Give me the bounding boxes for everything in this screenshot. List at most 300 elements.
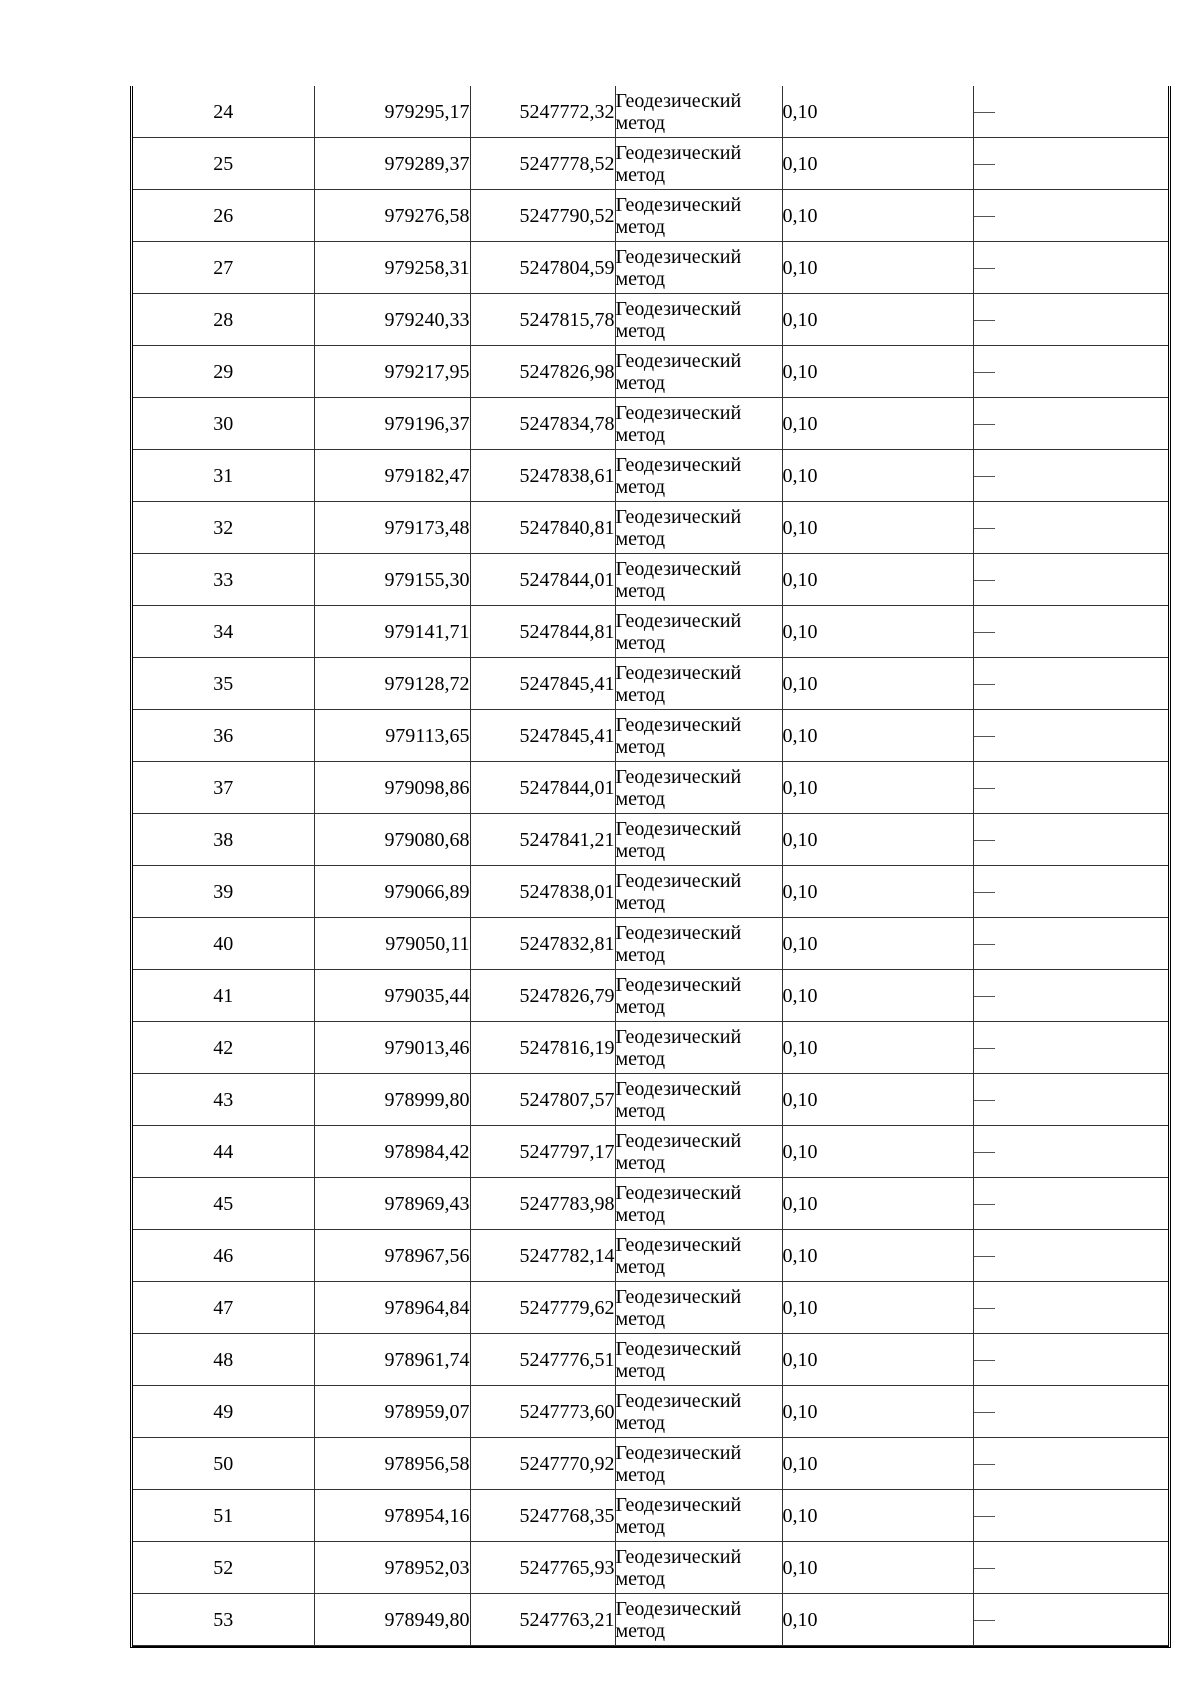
dash-mark [974, 320, 995, 321]
x-coordinate-cell: 978954,16 [314, 1490, 470, 1542]
y-coordinate-cell: 5247776,51 [470, 1334, 615, 1386]
x-coordinate-cell: 979240,33 [314, 294, 470, 346]
method-text-line2: метод [615, 1463, 666, 1486]
method-cell [615, 1126, 782, 1178]
x-coordinate-cell: 978967,56 [314, 1230, 470, 1282]
dash-mark [974, 892, 995, 893]
table-row [133, 398, 1168, 450]
y-coordinate-cell: 5247840,81 [470, 502, 615, 554]
method-text-line1: Геодезический [615, 193, 742, 216]
method-cell [615, 918, 782, 970]
method-text-line2: метод [615, 215, 666, 238]
y-coordinate-cell: 5247778,52 [470, 138, 615, 190]
method-text-line2: метод [615, 371, 666, 394]
method-text-line1: Геодезический [615, 713, 742, 736]
accuracy-cell: 0,10 [782, 1126, 973, 1178]
method-text-line2: метод [615, 579, 666, 602]
accuracy-cell: 0,10 [782, 710, 973, 762]
x-coordinate-cell: 979196,37 [314, 398, 470, 450]
note-cell [973, 606, 1168, 658]
method-cell [615, 346, 782, 398]
table-row [133, 294, 1168, 346]
note-cell [973, 138, 1168, 190]
accuracy-cell: 0,10 [782, 1178, 973, 1230]
dash-mark [974, 1048, 995, 1049]
method-text-line2: метод [615, 891, 666, 914]
x-coordinate-cell: 978959,07 [314, 1386, 470, 1438]
note-cell [973, 86, 1168, 138]
method-text-line1: Геодезический [615, 1233, 742, 1256]
method-text-line2: метод [615, 475, 666, 498]
note-cell [973, 658, 1168, 710]
accuracy-cell: 0,10 [782, 1022, 973, 1074]
method-text-line1: Геодезический [615, 141, 742, 164]
method-cell [615, 606, 782, 658]
method-text-line1: Геодезический [615, 453, 742, 476]
method-text-line2: метод [615, 1151, 666, 1174]
point-number-cell: 51 [133, 1490, 314, 1542]
y-coordinate-cell: 5247844,81 [470, 606, 615, 658]
table-row [133, 866, 1168, 918]
point-number-cell: 44 [133, 1126, 314, 1178]
method-cell [615, 1282, 782, 1334]
y-coordinate-cell: 5247844,01 [470, 554, 615, 606]
point-number-cell: 50 [133, 1438, 314, 1490]
method-text-line1: Геодезический [615, 1025, 742, 1048]
dash-mark [974, 1620, 995, 1621]
y-coordinate-cell: 5247765,93 [470, 1542, 615, 1594]
method-text-line1: Геодезический [615, 349, 742, 372]
method-text-line1: Геодезический [615, 1389, 742, 1412]
note-cell [973, 554, 1168, 606]
point-number-cell: 49 [133, 1386, 314, 1438]
y-coordinate-cell: 5247826,79 [470, 970, 615, 1022]
method-cell [615, 762, 782, 814]
table-row [133, 710, 1168, 762]
dash-mark [974, 268, 995, 269]
x-coordinate-cell: 979155,30 [314, 554, 470, 606]
method-text-line2: метод [615, 527, 666, 550]
y-coordinate-cell: 5247845,41 [470, 658, 615, 710]
method-text-line2: метод [615, 787, 666, 810]
x-coordinate-cell: 978949,80 [314, 1594, 470, 1646]
dash-mark [974, 1256, 995, 1257]
method-text-line2: метод [615, 1359, 666, 1382]
note-cell [973, 1230, 1168, 1282]
dash-mark [974, 216, 995, 217]
accuracy-cell: 0,10 [782, 866, 973, 918]
method-cell [615, 1386, 782, 1438]
x-coordinate-cell: 978956,58 [314, 1438, 470, 1490]
coordinates-table-frame [130, 86, 1171, 1648]
method-cell [615, 86, 782, 138]
note-cell [973, 710, 1168, 762]
method-cell [615, 138, 782, 190]
dash-mark [974, 1516, 995, 1517]
method-text-line1: Геодезический [615, 921, 742, 944]
x-coordinate-cell: 979013,46 [314, 1022, 470, 1074]
accuracy-cell: 0,10 [782, 398, 973, 450]
method-text-line1: Геодезический [615, 89, 742, 112]
x-coordinate-cell: 979113,65 [314, 710, 470, 762]
note-cell [973, 918, 1168, 970]
accuracy-cell: 0,10 [782, 814, 973, 866]
accuracy-cell: 0,10 [782, 606, 973, 658]
y-coordinate-cell: 5247826,98 [470, 346, 615, 398]
y-coordinate-cell: 5247770,92 [470, 1438, 615, 1490]
table-row [133, 814, 1168, 866]
note-cell [973, 1126, 1168, 1178]
method-cell [615, 1178, 782, 1230]
accuracy-cell: 0,10 [782, 1490, 973, 1542]
point-number-cell: 33 [133, 554, 314, 606]
table-row [133, 918, 1168, 970]
note-cell [973, 1490, 1168, 1542]
y-coordinate-cell: 5247790,52 [470, 190, 615, 242]
accuracy-cell: 0,10 [782, 1386, 973, 1438]
accuracy-cell: 0,10 [782, 554, 973, 606]
point-number-cell: 24 [133, 86, 314, 138]
x-coordinate-cell: 978952,03 [314, 1542, 470, 1594]
x-coordinate-cell: 979289,37 [314, 138, 470, 190]
table-row [133, 1126, 1168, 1178]
method-text-line2: метод [615, 839, 666, 862]
method-text-line2: метод [615, 683, 666, 706]
method-text-line2: метод [615, 163, 666, 186]
coordinates-table [133, 86, 1168, 1646]
point-number-cell: 42 [133, 1022, 314, 1074]
dash-mark [974, 632, 995, 633]
accuracy-cell: 0,10 [782, 1282, 973, 1334]
note-cell [973, 398, 1168, 450]
table-row [133, 658, 1168, 710]
point-number-cell: 29 [133, 346, 314, 398]
method-text-line2: метод [615, 1307, 666, 1330]
y-coordinate-cell: 5247838,01 [470, 866, 615, 918]
method-cell [615, 1542, 782, 1594]
note-cell [973, 1594, 1168, 1646]
method-cell [615, 398, 782, 450]
method-text-line2: метод [615, 1099, 666, 1122]
x-coordinate-cell: 979098,86 [314, 762, 470, 814]
method-text-line2: метод [615, 735, 666, 758]
table-row [133, 1386, 1168, 1438]
note-cell [973, 1386, 1168, 1438]
table-row [133, 1490, 1168, 1542]
dash-mark [974, 684, 995, 685]
table-row [133, 606, 1168, 658]
note-cell [973, 1282, 1168, 1334]
table-row [133, 762, 1168, 814]
method-text-line1: Геодезический [615, 817, 742, 840]
table-row [133, 346, 1168, 398]
coordinates-table-body [133, 86, 1168, 1646]
point-number-cell: 45 [133, 1178, 314, 1230]
point-number-cell: 35 [133, 658, 314, 710]
x-coordinate-cell: 978964,84 [314, 1282, 470, 1334]
accuracy-cell: 0,10 [782, 762, 973, 814]
method-cell [615, 814, 782, 866]
method-text-line2: метод [615, 1203, 666, 1226]
accuracy-cell: 0,10 [782, 294, 973, 346]
method-text-line1: Геодезический [615, 973, 742, 996]
dash-mark [974, 788, 995, 789]
table-row [133, 138, 1168, 190]
method-text-line2: метод [615, 1411, 666, 1434]
point-number-cell: 30 [133, 398, 314, 450]
accuracy-cell: 0,10 [782, 970, 973, 1022]
point-number-cell: 46 [133, 1230, 314, 1282]
point-number-cell: 41 [133, 970, 314, 1022]
method-cell [615, 1230, 782, 1282]
accuracy-cell: 0,10 [782, 190, 973, 242]
dash-mark [974, 1308, 995, 1309]
dash-mark [974, 736, 995, 737]
method-text-line2: метод [615, 943, 666, 966]
dash-mark [974, 1568, 995, 1569]
y-coordinate-cell: 5247807,57 [470, 1074, 615, 1126]
x-coordinate-cell: 978961,74 [314, 1334, 470, 1386]
accuracy-cell: 0,10 [782, 1438, 973, 1490]
x-coordinate-cell: 979173,48 [314, 502, 470, 554]
point-number-cell: 38 [133, 814, 314, 866]
method-cell [615, 1490, 782, 1542]
note-cell [973, 294, 1168, 346]
method-text-line2: метод [615, 1047, 666, 1070]
dash-mark [974, 1204, 995, 1205]
point-number-cell: 28 [133, 294, 314, 346]
dash-mark [974, 528, 995, 529]
table-row [133, 502, 1168, 554]
point-number-cell: 40 [133, 918, 314, 970]
method-text-line1: Геодезический [615, 765, 742, 788]
table-row [133, 1074, 1168, 1126]
accuracy-cell: 0,10 [782, 1594, 973, 1646]
method-cell [615, 866, 782, 918]
table-row [133, 1178, 1168, 1230]
y-coordinate-cell: 5247763,21 [470, 1594, 615, 1646]
table-row [133, 554, 1168, 606]
accuracy-cell: 0,10 [782, 346, 973, 398]
x-coordinate-cell: 979276,58 [314, 190, 470, 242]
accuracy-cell: 0,10 [782, 138, 973, 190]
point-number-cell: 27 [133, 242, 314, 294]
point-number-cell: 25 [133, 138, 314, 190]
dash-mark [974, 112, 995, 113]
point-number-cell: 34 [133, 606, 314, 658]
point-number-cell: 52 [133, 1542, 314, 1594]
note-cell [973, 502, 1168, 554]
note-cell [973, 190, 1168, 242]
table-row [133, 1438, 1168, 1490]
x-coordinate-cell: 979295,17 [314, 86, 470, 138]
accuracy-cell: 0,10 [782, 918, 973, 970]
dash-mark [974, 372, 995, 373]
dash-mark [974, 164, 995, 165]
note-cell [973, 450, 1168, 502]
point-number-cell: 48 [133, 1334, 314, 1386]
point-number-cell: 43 [133, 1074, 314, 1126]
method-text-line1: Геодезический [615, 1129, 742, 1152]
point-number-cell: 32 [133, 502, 314, 554]
note-cell [973, 1178, 1168, 1230]
y-coordinate-cell: 5247768,35 [470, 1490, 615, 1542]
x-coordinate-cell: 978999,80 [314, 1074, 470, 1126]
x-coordinate-cell: 979080,68 [314, 814, 470, 866]
method-cell [615, 502, 782, 554]
x-coordinate-cell: 979128,72 [314, 658, 470, 710]
method-text-line1: Геодезический [615, 401, 742, 424]
note-cell [973, 346, 1168, 398]
dash-mark [974, 424, 995, 425]
dash-mark [974, 1152, 995, 1153]
point-number-cell: 36 [133, 710, 314, 762]
dash-mark [974, 1412, 995, 1413]
method-cell [615, 1022, 782, 1074]
table-row [133, 1594, 1168, 1646]
method-cell [615, 450, 782, 502]
note-cell [973, 866, 1168, 918]
method-text-line1: Геодезический [615, 1493, 742, 1516]
note-cell [973, 1334, 1168, 1386]
y-coordinate-cell: 5247773,60 [470, 1386, 615, 1438]
note-cell [973, 970, 1168, 1022]
point-number-cell: 39 [133, 866, 314, 918]
table-row [133, 1542, 1168, 1594]
method-text-line1: Геодезический [615, 1337, 742, 1360]
table-row [133, 970, 1168, 1022]
dash-mark [974, 840, 995, 841]
y-coordinate-cell: 5247804,59 [470, 242, 615, 294]
method-cell [615, 1074, 782, 1126]
dash-mark [974, 996, 995, 997]
method-text-line1: Геодезический [615, 1441, 742, 1464]
x-coordinate-cell: 979182,47 [314, 450, 470, 502]
dash-mark [974, 476, 995, 477]
point-number-cell: 53 [133, 1594, 314, 1646]
method-text-line1: Геодезический [615, 297, 742, 320]
y-coordinate-cell: 5247838,61 [470, 450, 615, 502]
accuracy-cell: 0,10 [782, 1334, 973, 1386]
method-text-line2: метод [615, 1255, 666, 1278]
note-cell [973, 1074, 1168, 1126]
y-coordinate-cell: 5247844,01 [470, 762, 615, 814]
note-cell [973, 762, 1168, 814]
method-text-line2: метод [615, 267, 666, 290]
x-coordinate-cell: 979141,71 [314, 606, 470, 658]
x-coordinate-cell: 979035,44 [314, 970, 470, 1022]
y-coordinate-cell: 5247782,14 [470, 1230, 615, 1282]
method-text-line1: Геодезический [615, 661, 742, 684]
x-coordinate-cell: 978969,43 [314, 1178, 470, 1230]
y-coordinate-cell: 5247783,98 [470, 1178, 615, 1230]
note-cell [973, 814, 1168, 866]
x-coordinate-cell: 979050,11 [314, 918, 470, 970]
table-row [133, 86, 1168, 138]
method-text-line1: Геодезический [615, 557, 742, 580]
table-row [133, 1334, 1168, 1386]
point-number-cell: 31 [133, 450, 314, 502]
accuracy-cell: 0,10 [782, 242, 973, 294]
accuracy-cell: 0,10 [782, 450, 973, 502]
x-coordinate-cell: 979066,89 [314, 866, 470, 918]
dash-mark [974, 580, 995, 581]
table-row [133, 190, 1168, 242]
method-cell [615, 1438, 782, 1490]
y-coordinate-cell: 5247779,62 [470, 1282, 615, 1334]
dash-mark [974, 1100, 995, 1101]
method-cell [615, 1334, 782, 1386]
method-text-line2: метод [615, 631, 666, 654]
method-text-line2: метод [615, 1619, 666, 1642]
dash-mark [974, 944, 995, 945]
method-text-line1: Геодезический [615, 1077, 742, 1100]
method-text-line1: Геодезический [615, 1597, 742, 1620]
table-row [133, 1230, 1168, 1282]
dash-mark [974, 1360, 995, 1361]
accuracy-cell: 0,10 [782, 1542, 973, 1594]
table-row [133, 242, 1168, 294]
y-coordinate-cell: 5247816,19 [470, 1022, 615, 1074]
table-row [133, 1022, 1168, 1074]
method-cell [615, 242, 782, 294]
y-coordinate-cell: 5247841,21 [470, 814, 615, 866]
method-text-line1: Геодезический [615, 505, 742, 528]
method-cell [615, 970, 782, 1022]
method-cell [615, 554, 782, 606]
method-text-line2: метод [615, 995, 666, 1018]
dash-mark [974, 1464, 995, 1465]
note-cell [973, 1542, 1168, 1594]
method-text-line2: метод [615, 1567, 666, 1590]
point-number-cell: 26 [133, 190, 314, 242]
table-row [133, 1282, 1168, 1334]
method-text-line1: Геодезический [615, 609, 742, 632]
y-coordinate-cell: 5247772,32 [470, 86, 615, 138]
x-coordinate-cell: 978984,42 [314, 1126, 470, 1178]
point-number-cell: 37 [133, 762, 314, 814]
point-number-cell: 47 [133, 1282, 314, 1334]
method-text-line2: метод [615, 111, 666, 134]
table-row [133, 450, 1168, 502]
method-cell [615, 658, 782, 710]
method-cell [615, 710, 782, 762]
note-cell [973, 1022, 1168, 1074]
method-text-line1: Геодезический [615, 245, 742, 268]
accuracy-cell: 0,10 [782, 658, 973, 710]
x-coordinate-cell: 979217,95 [314, 346, 470, 398]
method-text-line1: Геодезический [615, 1545, 742, 1568]
y-coordinate-cell: 5247797,17 [470, 1126, 615, 1178]
method-text-line1: Геодезический [615, 1181, 742, 1204]
accuracy-cell: 0,10 [782, 1074, 973, 1126]
y-coordinate-cell: 5247845,41 [470, 710, 615, 762]
accuracy-cell: 0,10 [782, 86, 973, 138]
y-coordinate-cell: 5247832,81 [470, 918, 615, 970]
y-coordinate-cell: 5247815,78 [470, 294, 615, 346]
method-text-line2: метод [615, 319, 666, 342]
method-text-line2: метод [615, 423, 666, 446]
method-cell [615, 190, 782, 242]
y-coordinate-cell: 5247834,78 [470, 398, 615, 450]
method-cell [615, 1594, 782, 1646]
method-text-line1: Геодезический [615, 869, 742, 892]
accuracy-cell: 0,10 [782, 502, 973, 554]
x-coordinate-cell: 979258,31 [314, 242, 470, 294]
note-cell [973, 1438, 1168, 1490]
method-cell [615, 294, 782, 346]
method-text-line2: метод [615, 1515, 666, 1538]
